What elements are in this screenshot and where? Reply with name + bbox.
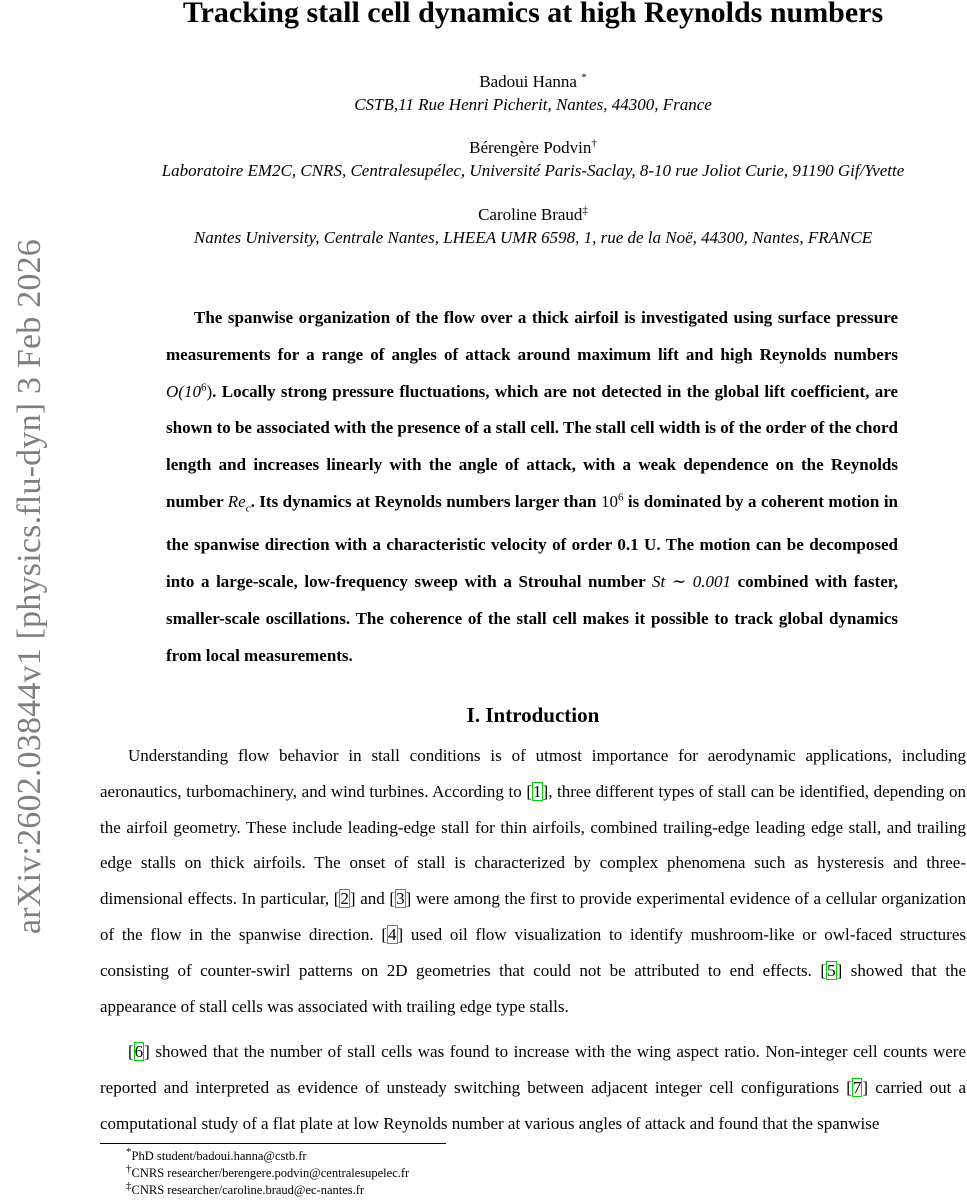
citation-link-5[interactable]: 5 (827, 960, 836, 980)
citation-link-3[interactable]: 3 (396, 889, 405, 909)
citation-link-2[interactable]: 2 (340, 889, 349, 909)
author-affiliation-3: Nantes University, Centrale Nantes, LHEEA UMR 6598, 1, rue de la Noë, 44300, Nantes, FRANCE (193, 228, 873, 247)
author-name-2: Bérengère Podvin† (469, 137, 597, 157)
author-name-3: Caroline Braud‡ (478, 204, 588, 224)
abstract: The spanwise organization of the flow over a thick airfoil is investigated using surface pressure measurements for a range of angles of attack around maximum lift and high Reynolds numbers $O(10^6)$. Locally strong pressure fluctuations, which are not detected in the global lift coefficient, are shown to be associated with the presence of a stall cell. The stall cell width is of the order of the chord length and increases linearly with the angle of attack, with a weak dependence on the Reynolds number $Re_c$. Its dynamics at Reynolds numbers larger than $10^6$ is dominated by a coherent motion in the spanwise direction with a characteristic velocity of order 0.1 U. The motion can be decomposed into a large-scale, low-frequency sweep with a Strouhal number St ∼ 0.001 combined with faster, smaller-scale oscillations. The coherence of the stall cell makes it possible to track global dynamics from local measurements. (166, 308, 899, 665)
author-affiliation-1: CSTB,11 Rue Henri Picherit, Nantes, 44300, France (354, 95, 712, 114)
footnote-2: †CNRS researcher/berengere.podvin@centralesupelec.fr (126, 1162, 410, 1180)
paper-title: Tracking stall cell dynamics at high Reynolds numbers (182, 0, 884, 29)
section-heading-introduction: I. Introduction (466, 703, 600, 727)
footnote-3: ‡CNRS researcher/caroline.braud@ec-nantes.fr (126, 1179, 365, 1197)
intro-paragraph-2: [6] showed that the number of stall cells was found to increase with the wing aspect ratio. Non-integer cell counts were reported and interpreted as evidence of unsteady switching between adjacent integer cell configurations [7] carried out a computational study of a flat plate at low Reynolds number at various angles of attack and found that the spanwise (100, 1042, 966, 1133)
citation-link-6[interactable]: 6 (134, 1042, 144, 1061)
arxiv-identifier: arXiv:2602.03844v1 [physics.flu-dyn] 3 Feb 2026 (11, 239, 48, 934)
author-affiliation-2: Laboratoire EM2C, CNRS, Centralesupélec, Université Paris-Saclay, 8-10 rue Joliot Curie, 91190 Gif/Yvette (161, 161, 905, 180)
citation-link-4[interactable]: 4 (388, 924, 397, 944)
author-name-1: Badoui Hanna * (479, 71, 587, 91)
citation-link-7[interactable]: 7 (852, 1077, 862, 1097)
intro-paragraph-1: Understanding flow behavior in stall conditions is of utmost importance for aerodynamic applications, including aeronautics, turbomachinery, and wind turbines. According to [1], three different types of stall can be identified, depending on the airfoil geometry. These include leading-edge stall for thin airfoils, combined trailing-edge leading edge stall, and trailing edge stalls on thick airfoils. The onset of stall is characterized by complex phenomena such as hysteresis and three-dimensional effects. In particular, [2] and [3] were among the first to provide experimental evidence of a cellular organization of the flow in the spanwise direction. [4] used oil flow visualization to identify mushroom-like or owl-faced structures consisting of counter-swirl patterns on 2D geometries that could not be attributed to end effects. [5] showed that the appearance of stall cells was associated with trailing edge type stalls. (100, 746, 966, 1016)
citation-link-1[interactable]: 1 (533, 781, 542, 801)
footnote-rule (100, 1143, 446, 1144)
footnote-1: *PhD student/badoui.hanna@cstb.fr (126, 1145, 307, 1163)
